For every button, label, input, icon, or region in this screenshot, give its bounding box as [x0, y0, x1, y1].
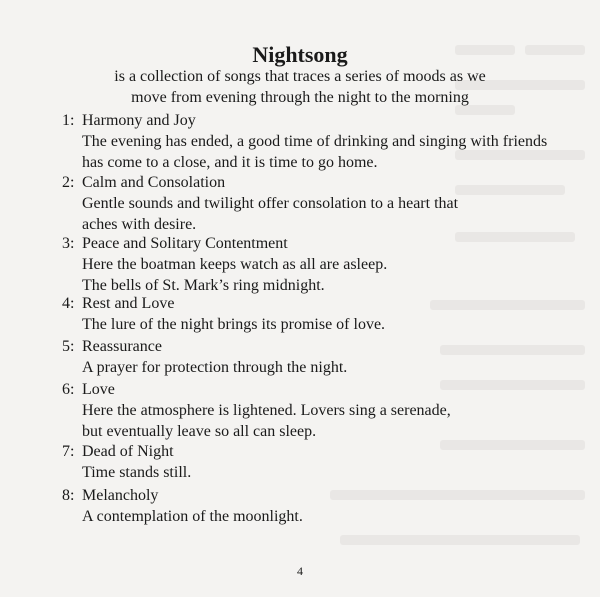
subtitle [0, 66, 600, 108]
song-description-line: A contemplation of the moonlight. [82, 508, 303, 525]
song-description-line: Here the boatman keeps watch as all are asleep. [82, 256, 388, 273]
song-number: 8: [62, 487, 75, 504]
song-list-4 [62, 293, 582, 335]
song-number: 6: [62, 381, 75, 398]
song-entry [62, 172, 582, 235]
song-list-6 [62, 379, 582, 442]
song-description-line: Here the atmosphere is lightened. Lovers sing a serenade, [82, 402, 451, 419]
song-entry [62, 336, 582, 378]
song-entry [62, 110, 582, 173]
song-list-5 [62, 336, 582, 378]
song-entry [62, 293, 582, 335]
song-list-2 [62, 172, 582, 235]
song-heading: Dead of Night [82, 443, 174, 460]
song-heading: Rest and Love [82, 295, 175, 312]
song-number: 1: [62, 112, 75, 129]
song-list-8 [62, 485, 582, 527]
song-entry [62, 485, 582, 527]
song-heading: Love [82, 381, 115, 398]
song-description-line: The evening has ended, a good time of drinking and singing with friends [82, 133, 548, 150]
song-list-7 [62, 441, 582, 483]
song-heading: Reassurance [82, 338, 162, 355]
song-number: 2: [62, 174, 75, 191]
song-description-line: Time stands still. [82, 464, 192, 481]
song-description-line: The lure of the night brings its promise of love. [82, 316, 386, 333]
song-entry [62, 233, 582, 296]
song-description-line: but eventually leave so all can sleep. [82, 423, 317, 440]
song-number: 7: [62, 443, 75, 460]
song-description-line: has come to a close, and it is time to go home. [82, 154, 378, 171]
song-entry [62, 379, 582, 442]
song-number: 3: [62, 235, 75, 252]
song-list [62, 110, 582, 173]
song-heading: Harmony and Joy [82, 112, 196, 129]
song-number: 5: [62, 338, 75, 355]
song-description-line: The bells of St. Mark’s ring midnight. [82, 277, 325, 294]
subtitle-line-2: move from evening through the night to the morning [131, 89, 469, 106]
song-heading: Calm and Consolation [82, 174, 226, 191]
song-heading: Peace and Solitary Contentment [82, 235, 288, 252]
song-description-line: A prayer for protection through the night. [82, 359, 348, 376]
song-list-3 [62, 233, 582, 296]
song-number: 4: [62, 295, 75, 312]
song-entry [62, 441, 582, 483]
song-heading: Melancholy [82, 487, 159, 504]
page-title: Nightsong [252, 42, 348, 67]
page-number: 4 [297, 564, 303, 578]
song-description-line: aches with desire. [82, 216, 197, 233]
song-description-line: Gentle sounds and twilight offer consolation to a heart that [82, 195, 459, 212]
subtitle-line-1: is a collection of songs that traces a series of moods as we [114, 68, 486, 85]
